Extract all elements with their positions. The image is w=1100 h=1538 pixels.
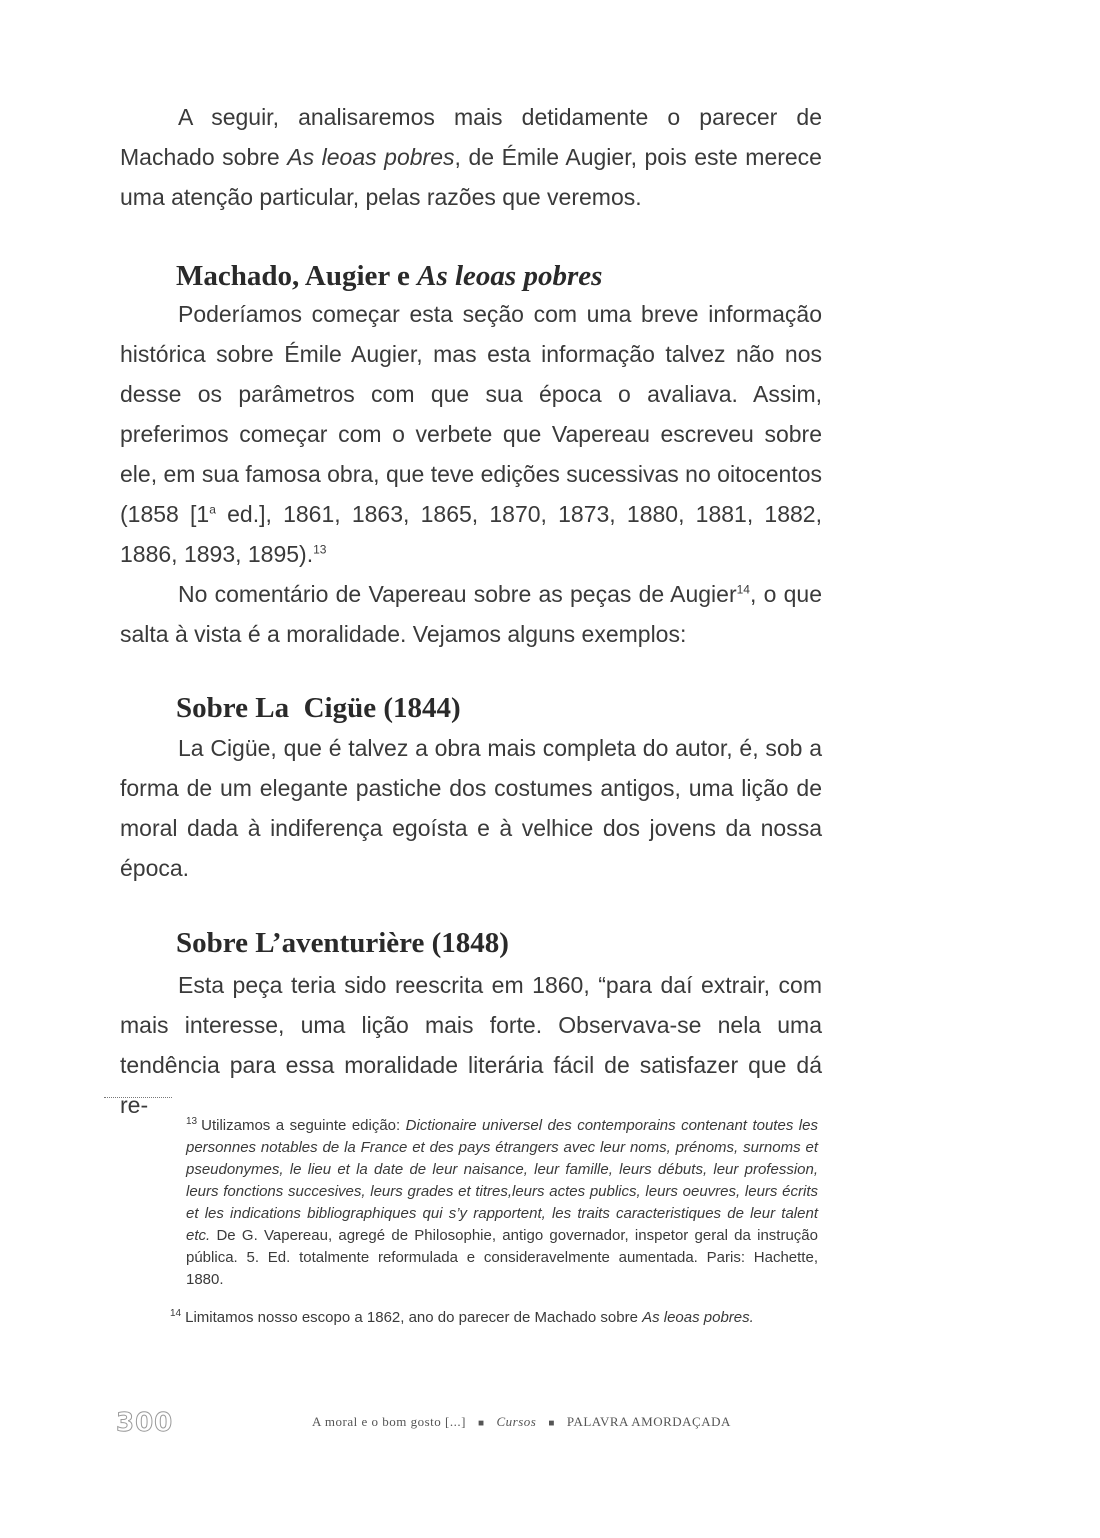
footnote-14-text: Limitamos nosso escopo a 1862, ano do parecer de Machado sobre [185,1309,643,1326]
page-number: 300 [116,1408,174,1438]
augier-paragraph-2 [120,574,822,654]
footer-section: Cursos [496,1414,537,1429]
augier-paragraph-1 [120,294,822,574]
intro-text-2: , de Émile Augier, pois este merece uma atenção particular, pelas razões que veremos. [120,144,822,210]
ordinal-marker: a [209,502,216,517]
heading-augier [176,258,602,294]
running-footer [312,1414,731,1430]
intro-italic-title: As leoas pobres [287,144,455,170]
augier-p1-text-2: ed.], 1861, 1863, 1865, 1870, 1873, 1880, 1881, 1882, 1886, 1893, 1895). [120,501,822,567]
footnote-ref-14: 14 [736,582,750,597]
heading-augier-italic: As leoas pobres [417,260,603,292]
augier-p1-text: Poderíamos começar esta seção com uma breve informação histórica sobre Émile Augier, mas esta informação talvez não nos desse os parâmetros com que sua época o avaliava. Assim, preferimos começar com o verbete que Vapereau escreveu sobre ele, em sua famosa obra, que teve edições sucessivas no oitocentos (1858 [1 [120,301,822,527]
footnote-13-number: 13 [186,1116,198,1127]
footnote-14-number: 14 [170,1308,182,1319]
footnote-14-italic: As leoas pobres. [642,1309,754,1326]
footnote-divider [104,1097,172,1098]
footnote-13-text-1: Utilizamos a seguinte edição: [201,1117,406,1134]
heading-augier-plain: Machado, Augier e [176,260,418,292]
heading-cigue: Sobre La Cigüe (1844) [176,692,461,724]
footnote-13 [186,1115,818,1291]
intro-text-1: A seguir, analisaremos mais detidamente o parecer de Machado sobre [120,104,822,170]
running-title: A moral e o bom gosto [...] [312,1414,466,1429]
cigue-paragraph: La Cigüe, que é talvez a obra mais completa do autor, é, sob a forma de um elegante pastiche dos costumes antigos, uma lição de moral dada à indiferença egoísta e à velhice dos jovens da nossa época. [120,735,822,881]
aventuriere-paragraph: Esta peça teria sido reescrita em 1860, “para daí extrair, com mais interesse, uma lição mais forte. Observava-se nela uma tendência para essa moralidade literária fácil de satisfazer que dá re- [120,972,822,1118]
heading-aventuriere: Sobre L’aventurière (1848) [176,927,509,959]
footer-separator-1: ■ [477,1418,485,1429]
footnote-13-text-2: De G. Vapereau, agregé de Philosophie, antigo governador, inspetor geral da instrução pública. 5. Ed. totalmente reformulada e consideravelmente aumentada. Paris: Hachette, 1880. [186,1227,818,1288]
footnote-13-italic: Dictionaire universel des contemporains contenant toutes les personnes notables de la France et des pays étrangers avec leur noms, prénoms, surnoms et pseudonymes, le lieu et la date de leur naisance, leur famille, leurs débuts, leur profession, leurs fonctions succesives, leurs grades et titres,leurs actes publics, leurs oeuvres, leurs écrits et les indications bibliographiques qui s’y rapportent, les traits caracteristiques de leur talent etc. [186,1117,818,1244]
augier-p2-text-2: , o que salta à vista é a moralidade. Vejamos alguns exemplos: [120,581,822,647]
augier-p2-text: No comentário de Vapereau sobre as peças de Augier [178,581,737,607]
intro-paragraph [120,97,822,217]
footnote-14 [170,1307,820,1329]
footnote-ref-13: 13 [313,542,327,557]
footer-book-title: PALAVRA AMORDAÇADA [566,1414,731,1429]
footer-separator-2: ■ [548,1418,555,1429]
